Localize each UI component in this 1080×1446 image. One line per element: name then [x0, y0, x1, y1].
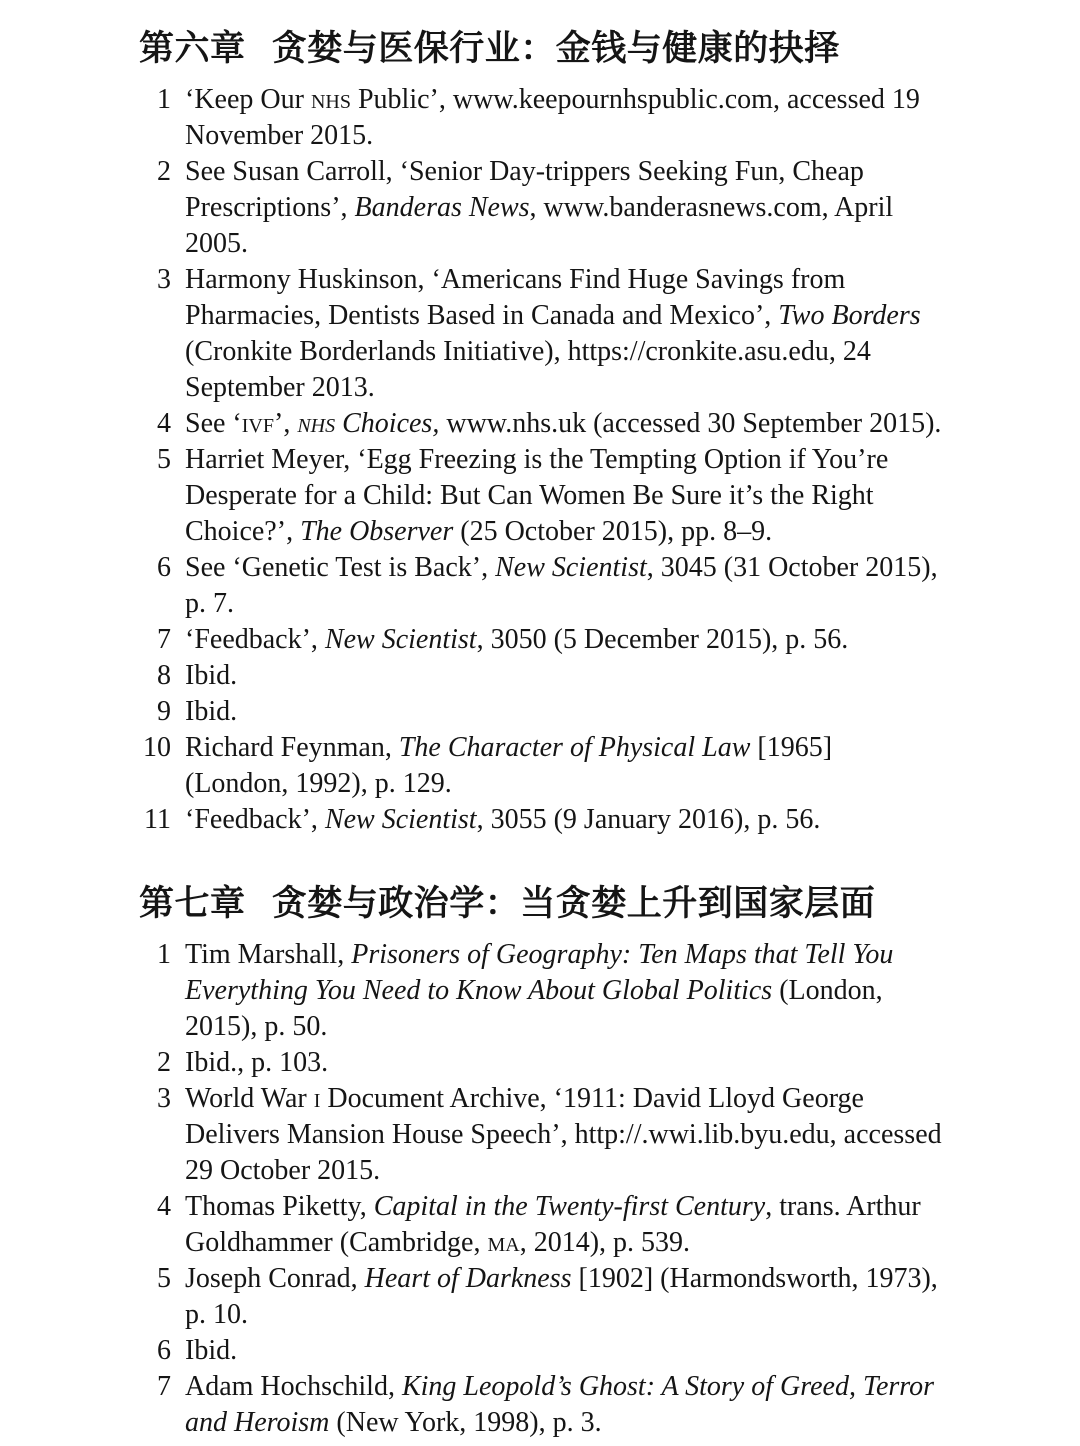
- endnote-text: [185, 154, 942, 262]
- endnote-number: 3: [157, 264, 171, 295]
- endnote-text: [185, 694, 942, 730]
- endnote-item: [139, 937, 942, 1045]
- endnote-number: 1: [157, 84, 171, 115]
- text-segment: Thomas Piketty,: [185, 1191, 374, 1222]
- text-segment: See ‘Genetic Test is Back’,: [185, 552, 496, 583]
- text-segment: (London, 2015), p. 50.: [185, 975, 883, 1042]
- text-segment: Ibid.: [185, 1335, 238, 1366]
- endnote-text: [185, 658, 942, 694]
- endnote-item: [139, 442, 942, 550]
- text-segment: See Susan Carroll, ‘Senior Day-trippers Seeking Fun, Cheap Prescriptions’,: [185, 156, 864, 223]
- endnote-text: [185, 1369, 942, 1441]
- text-segment: Harriet Meyer, ‘Egg Freezing is the Tempting Option if You’re Desperate for a Child: But Can Women Be Sure it’s the Right Choice?’,: [185, 444, 889, 547]
- text-segment: , www.banderasnews.com, April 2005.: [185, 192, 894, 259]
- chapter-title: 贪婪与政治学：当贪婪上升到国家层面: [271, 884, 876, 923]
- italic-title-segment: Capital in the Twenty-first Century: [373, 1191, 766, 1222]
- endnote-text: [185, 1189, 942, 1261]
- endnote-text: [185, 1045, 942, 1081]
- text-segment: ‘Feedback’,: [185, 624, 325, 655]
- small-caps-segment: nhs: [310, 84, 351, 115]
- italic-title-segment: Two Borders: [778, 300, 921, 331]
- text-segment: Richard Feynman,: [185, 732, 399, 763]
- chapter-title: 贪婪与医保行业：金钱与健康的抉择: [271, 29, 840, 68]
- endnote-item: [139, 1081, 942, 1189]
- chapter-heading: [139, 881, 942, 927]
- endnote-text: [185, 550, 942, 622]
- text-segment: Tim Marshall,: [185, 939, 352, 970]
- chapter-number-label: 第七章: [139, 884, 246, 923]
- endnote-text: [185, 1333, 942, 1369]
- endnote-item: [139, 730, 942, 802]
- endnote-number: 4: [157, 408, 171, 439]
- endnote-number: 10: [143, 732, 171, 763]
- endnote-item: [139, 406, 942, 442]
- endnote-number: 6: [157, 552, 171, 583]
- endnote-number: 2: [157, 156, 171, 187]
- endnote-item: [139, 658, 942, 694]
- endnote-number: 6: [157, 1335, 171, 1366]
- text-segment: , trans. Arthur Goldhammer (Cambridge,: [185, 1191, 921, 1258]
- text-segment: ‘Keep Our: [185, 84, 311, 115]
- italic-title-segment: The Character of Physical Law: [398, 732, 751, 763]
- endnote-item: [139, 154, 942, 262]
- endnote-number: 8: [157, 660, 171, 691]
- text-segment: ‘Feedback’,: [185, 804, 325, 835]
- text-segment: See ‘: [185, 408, 242, 439]
- endnote-number: 3: [157, 1083, 171, 1114]
- endnote-text: [185, 406, 942, 442]
- text-segment: Harmony Huskinson, ‘Americans Find Huge Savings from Pharmacies, Dentists Based in Canada and Mexico’,: [185, 264, 846, 331]
- italic-title-segment: Banderas News: [354, 192, 530, 223]
- chapter-section: [139, 881, 942, 1441]
- italic-title-segment: Heart of Darkness: [364, 1263, 572, 1294]
- endnote-item: [139, 622, 942, 658]
- endnote-item: [139, 1333, 942, 1369]
- endnote-item: [139, 1369, 942, 1441]
- endnote-text: [185, 442, 942, 550]
- text-segment: [1902] (Harmondsworth, 1973), p. 10.: [185, 1263, 938, 1330]
- italic-title-segment: Prisoners of Geography: Ten Maps that Tell You Everything You Need to Know About Global Politics: [185, 939, 894, 1006]
- text-segment: Document Archive, ‘1911: David Lloyd George Delivers Mansion House Speech’, http://.wwi.lib.byu.edu, accessed 29 October 2015.: [185, 1083, 942, 1186]
- text-segment: , 3050 (5 December 2015), p. 56.: [476, 624, 849, 655]
- endnote-text: [185, 1261, 942, 1333]
- text-segment: [1965] (London, 1992), p. 129.: [185, 732, 833, 799]
- endnote-number: 5: [157, 1263, 171, 1294]
- endnote-item: [139, 550, 942, 622]
- endnote-item: [139, 1189, 942, 1261]
- chapter-heading: [139, 26, 942, 72]
- text-segment: , 3055 (9 January 2016), p. 56.: [476, 804, 821, 835]
- text-segment: Joseph Conrad,: [185, 1263, 365, 1294]
- endnote-text: [185, 262, 942, 406]
- endnote-number: 7: [157, 624, 171, 655]
- text-segment: World War: [185, 1083, 314, 1114]
- endnote-item: [139, 802, 942, 838]
- small-caps-segment: ma: [487, 1227, 520, 1258]
- text-segment: Public’, www.keepournhspublic.com, accessed 19 November 2015.: [185, 84, 920, 151]
- text-segment: Ibid.: [185, 660, 238, 691]
- italic-title-segment: New Scientist: [324, 804, 477, 835]
- endnote-number: 11: [144, 804, 171, 835]
- text-segment: ’,: [274, 408, 298, 439]
- endnote-number: 9: [157, 696, 171, 727]
- endnote-item: [139, 262, 942, 406]
- endnote-item: [139, 1261, 942, 1333]
- text-segment: , 3045 (31 October 2015), p. 7.: [185, 552, 938, 619]
- italic-title-segment: King Leopold’s Ghost: A Story of Greed, Terror and Heroism: [185, 1371, 935, 1438]
- endnote-number: 1: [157, 939, 171, 970]
- endnote-number: 7: [157, 1371, 171, 1402]
- endnote-text: [185, 1081, 942, 1189]
- endnote-number: 2: [157, 1047, 171, 1078]
- italic-title-segment: nhs: [297, 408, 336, 439]
- endnote-text: [185, 937, 942, 1045]
- text-segment: (25 October 2015), pp. 8–9.: [453, 516, 773, 547]
- italic-title-segment: New Scientist: [495, 552, 647, 583]
- endnote-number: 5: [157, 444, 171, 475]
- italic-title-segment: The Observer: [300, 516, 454, 547]
- endnote-text: [185, 730, 942, 802]
- text-segment: , 2014), p. 539.: [519, 1227, 691, 1258]
- endnote-item: [139, 82, 942, 154]
- italic-title-segment: Choices,: [335, 408, 440, 439]
- italic-title-segment: New Scientist: [324, 624, 477, 655]
- endnote-text: [185, 622, 942, 658]
- text-segment: Ibid., p. 103.: [185, 1047, 329, 1078]
- text-segment: (Cronkite Borderlands Initiative), https://cronkite.asu.edu, 24 September 2013.: [185, 336, 871, 403]
- endnote-item: [139, 1045, 942, 1081]
- sections: [139, 26, 942, 1441]
- endnote-list: [139, 82, 942, 838]
- endnote-item: [139, 694, 942, 730]
- endnote-text: [185, 82, 942, 154]
- text-segment: Adam Hochschild,: [185, 1371, 402, 1402]
- chapter-section: [139, 26, 942, 838]
- endnote-text: [185, 802, 942, 838]
- text-segment: Ibid.: [185, 696, 238, 727]
- text-segment: www.nhs.uk (accessed 30 September 2015).: [439, 408, 942, 439]
- small-caps-segment: i: [313, 1083, 321, 1114]
- small-caps-segment: ivf: [241, 408, 274, 439]
- endnote-list: [139, 937, 942, 1441]
- endnote-number: 4: [157, 1191, 171, 1222]
- text-segment: (New York, 1998), p. 3.: [329, 1407, 602, 1438]
- chapter-number-label: 第六章: [139, 29, 246, 68]
